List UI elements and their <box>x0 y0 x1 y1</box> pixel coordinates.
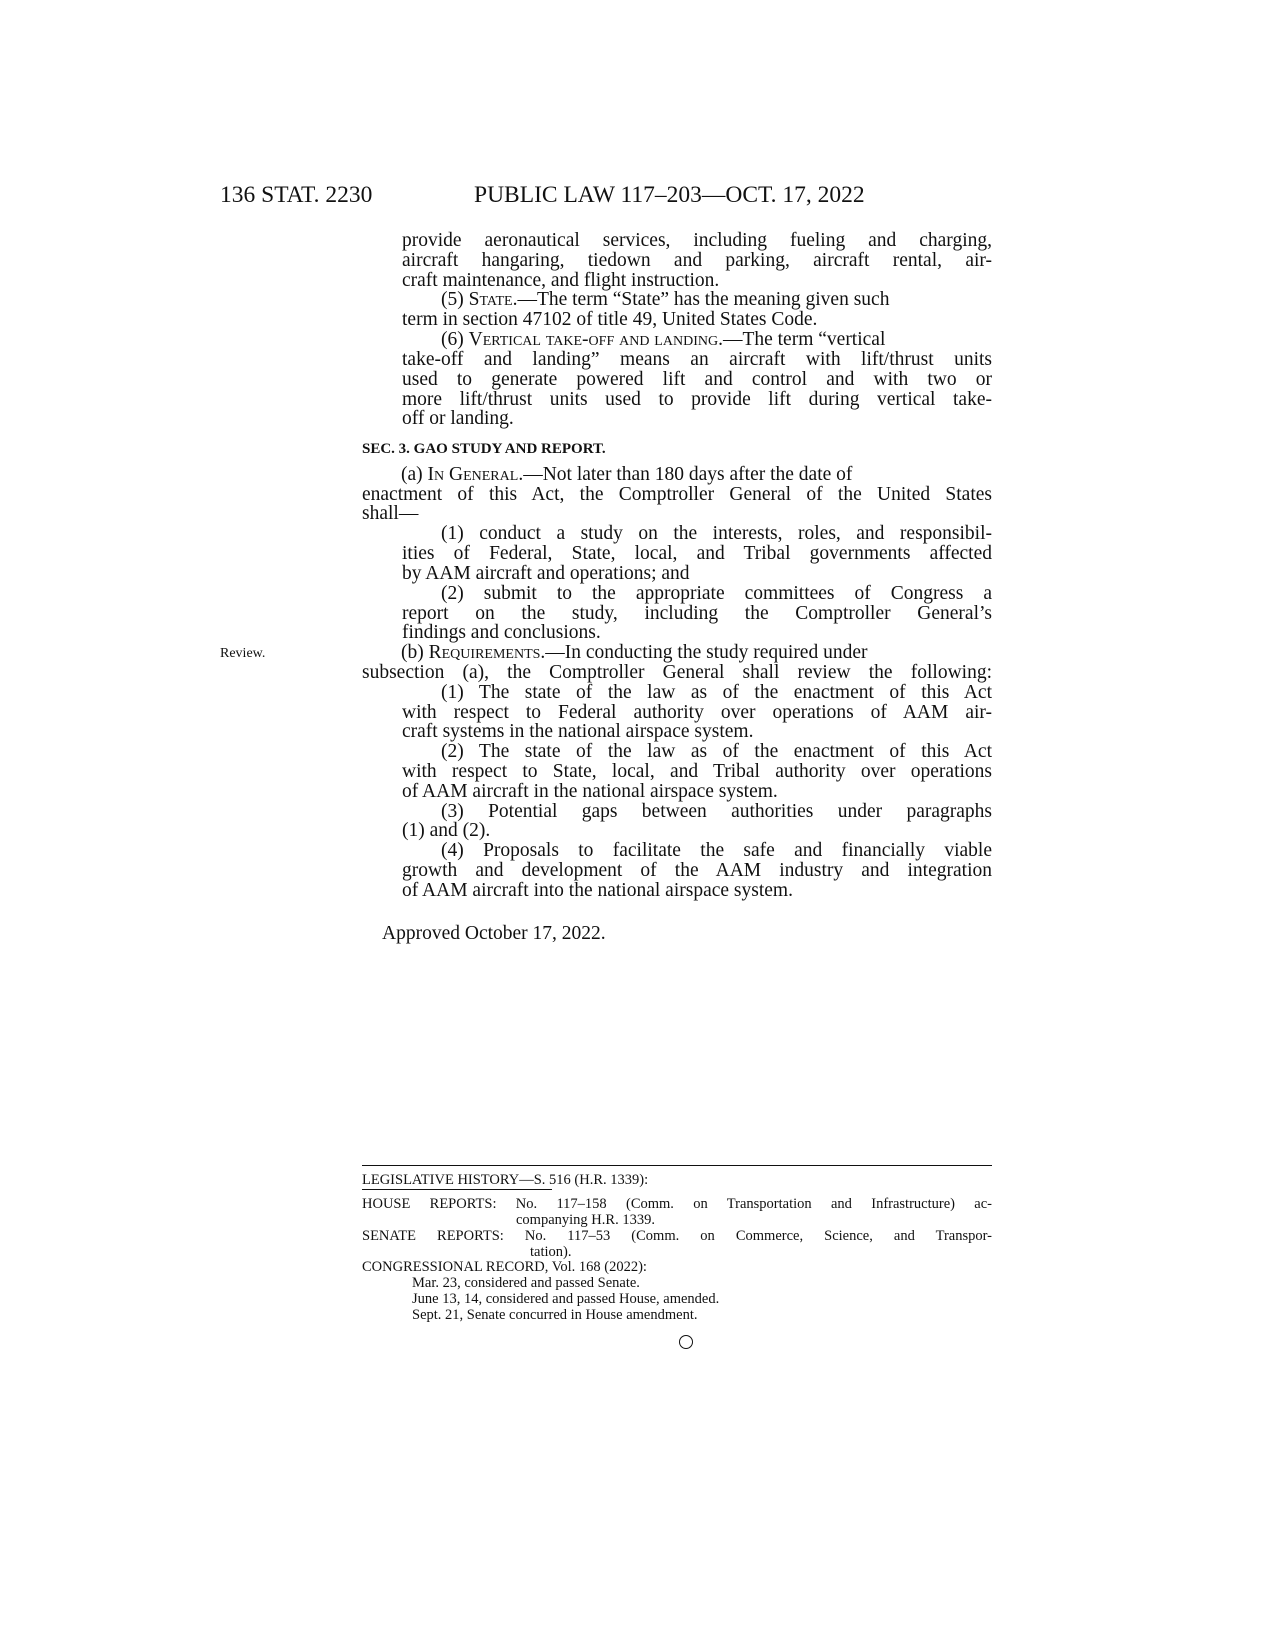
text-line: of AAM aircraft into the national airspace system. <box>402 880 793 901</box>
paragraph-number: (5) <box>441 289 469 310</box>
text-line: (1) The state of the law as of the enactment of this Act <box>441 682 992 703</box>
stat-page-number: 136 STAT. 2230 <box>220 182 373 208</box>
subsection-heading-in-general: In General <box>427 464 519 485</box>
text-line: by AAM aircraft and operations; and <box>402 563 690 584</box>
subsection-heading-requirements: Requirements <box>428 642 541 663</box>
text-line: (2) submit to the appropriate committees of Congress a <box>441 583 992 604</box>
text-line: (2) The state of the law as of the enactment of this Act <box>441 741 992 762</box>
legislative-history-title: LEGISLATIVE HISTORY—S. 516 (H.R. 1339): <box>362 1172 649 1188</box>
house-reports-line: HOUSE REPORTS: No. 117–158 (Comm. on Transportation and Infrastructure) ac- <box>362 1196 992 1212</box>
subsection-letter: (a) <box>401 464 428 485</box>
text-line: aircraft hangaring, tiedown and parking, aircraft rental, air- <box>402 250 992 271</box>
approval-date: Approved October 17, 2022. <box>382 923 606 944</box>
text-line: growth and development of the AAM industry and integration <box>402 860 992 881</box>
text-line: (3) Potential gaps between authorities under paragraphs <box>441 801 992 822</box>
paragraph-number: (6) <box>441 329 469 350</box>
subsection-b-line <box>401 643 868 663</box>
subsection-letter: (b) <box>401 642 429 663</box>
text-line: ities of Federal, State, local, and Tribal governments affected <box>402 543 992 564</box>
text-line: (4) Proposals to facilitate the safe and financially viable <box>441 840 992 861</box>
record-entry: Sept. 21, Senate concurred in House amendment. <box>412 1307 698 1323</box>
congressional-record-line: CONGRESSIONAL RECORD, Vol. 168 (2022): <box>362 1259 647 1275</box>
text-line: subsection (a), the Comptroller General shall review the following: <box>362 662 992 683</box>
text-line: (1) conduct a study on the interests, roles, and responsibil- <box>441 523 992 544</box>
section-heading: SEC. 3. GAO STUDY AND REPORT. <box>362 441 606 457</box>
text-line: enactment of this Act, the Comptroller General of the United States <box>362 484 992 505</box>
end-mark-circle-icon <box>679 1335 693 1349</box>
text-line: off or landing. <box>402 408 514 429</box>
senate-reports-continuation: tation). <box>530 1244 572 1260</box>
paragraph-6-line <box>441 330 885 350</box>
footnote-rule <box>362 1165 992 1166</box>
text-line: craft maintenance, and flight instruction. <box>402 270 720 291</box>
text-line: shall— <box>362 503 419 524</box>
text-line: (1) and (2). <box>402 820 491 841</box>
text-run: .—Not later than 180 days after the date of <box>518 464 853 485</box>
record-entry: June 13, 14, considered and passed House, amended. <box>412 1291 720 1307</box>
text-line: term in section 47102 of title 49, United States Code. <box>402 309 818 330</box>
text-run: .—The term “State” has the meaning given such <box>512 289 890 310</box>
paragraph-5-line <box>441 290 889 310</box>
text-line: provide aeronautical services, including fueling and charging, <box>402 230 992 251</box>
defined-term-vtol: Vertical take-off and landing <box>468 329 719 350</box>
text-line: more lift/thrust units used to provide lift during vertical take- <box>402 389 992 410</box>
text-run: .—In conducting the study required under <box>540 642 868 663</box>
margin-note-review: Review. <box>220 646 266 661</box>
record-entry: Mar. 23, considered and passed Senate. <box>412 1275 640 1291</box>
running-head-title: PUBLIC LAW 117–203—OCT. 17, 2022 <box>474 182 865 208</box>
house-reports-continuation: companying H.R. 1339. <box>516 1212 655 1228</box>
text-line: craft systems in the national airspace system. <box>402 721 754 742</box>
text-line: used to generate powered lift and control and with two or <box>402 369 992 390</box>
text-line: take-off and landing” means an aircraft with lift/thrust units <box>402 349 992 370</box>
text-run: .—The term “vertical <box>718 329 886 350</box>
text-line: of AAM aircraft in the national airspace system. <box>402 781 778 802</box>
title-underline <box>362 1189 552 1190</box>
senate-reports-line: SENATE REPORTS: No. 117–53 (Comm. on Commerce, Science, and Transpor- <box>362 1228 992 1244</box>
text-line: findings and conclusions. <box>402 622 601 643</box>
text-line: report on the study, including the Comptroller General’s <box>402 603 992 624</box>
subsection-a-line <box>401 465 852 485</box>
defined-term-state: State <box>468 289 513 310</box>
text-line: with respect to State, local, and Tribal authority over operations <box>402 761 992 782</box>
text-line: with respect to Federal authority over operations of AAM air- <box>402 702 992 723</box>
